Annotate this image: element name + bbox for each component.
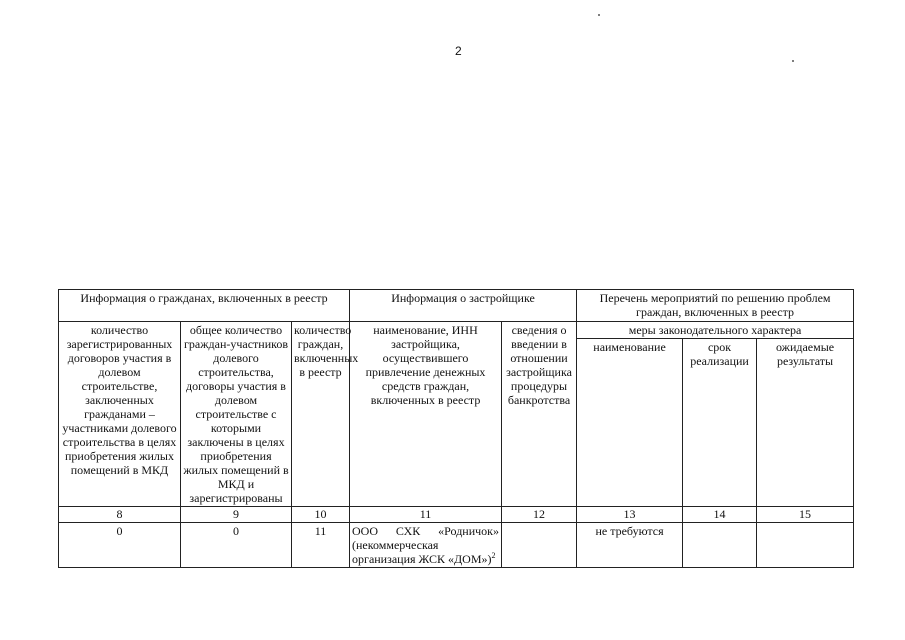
col-header-bankruptcy-info: сведения о введении в отношении застройщика процедуры банкротства: [502, 322, 577, 507]
cell-participants-total: 0: [181, 523, 292, 568]
page-number: 2: [455, 44, 462, 58]
developer-name-text: ООО СХК «Родничок» (некоммерческая организация ЖСК «ДОМ»): [352, 524, 500, 566]
col-header-deadline: срок реализации: [683, 339, 757, 507]
cell-bankruptcy-info: [502, 523, 577, 568]
cell-developer-name: [350, 523, 502, 568]
column-number: 12: [502, 507, 577, 523]
col-header-contracts-count: количество зарегистрированных договоров участия в долевом строительстве, заключенных гражданами – участниками долевого строительства в целях приобретения жилых помещений в МКД: [59, 322, 181, 507]
header-legislative-measures: меры законодательного характера: [577, 322, 854, 339]
col-header-registry-count: количество граждан, включенных в реестр: [292, 322, 350, 507]
header-developer-info: Информация о застройщике: [350, 290, 577, 322]
table-row: [59, 523, 854, 568]
column-number: 8: [59, 507, 181, 523]
group-header-row: [59, 290, 854, 322]
footnote-marker: 2: [491, 551, 496, 560]
column-number: 14: [683, 507, 757, 523]
cell-contracts-count: 0: [59, 523, 181, 568]
column-number-row: [59, 507, 854, 523]
sub-header-row: [59, 322, 854, 339]
column-number: 11: [350, 507, 502, 523]
col-header-expected-results: ожидаемые результаты: [757, 339, 854, 507]
scan-speck: [792, 60, 794, 62]
cell-registry-count: 11: [292, 523, 350, 568]
col-header-measure-name: наименование: [577, 339, 683, 507]
header-measures-list: Перечень мероприятий по решению проблем граждан, включенных в реестр: [577, 290, 854, 322]
registry-table: [58, 289, 854, 568]
header-citizens-info: Информация о гражданах, включенных в реестр: [59, 290, 350, 322]
scan-speck: [598, 14, 600, 16]
cell-deadline: [683, 523, 757, 568]
column-number: 13: [577, 507, 683, 523]
col-header-participants-total: общее количество граждан-участников долевого строительства, договоры участия в долевом строительстве с которыми заключены в целях приобретения жилых помещений в МКД и зарегистрированы: [181, 322, 292, 507]
col-header-developer-name-inn: наименование, ИНН застройщика, осуществившего привлечение денежных средств граждан, включенных в реестр: [350, 322, 502, 507]
column-number: 15: [757, 507, 854, 523]
cell-expected-results: [757, 523, 854, 568]
column-number: 10: [292, 507, 350, 523]
column-number: 9: [181, 507, 292, 523]
cell-measure-name: не требуются: [577, 523, 683, 568]
